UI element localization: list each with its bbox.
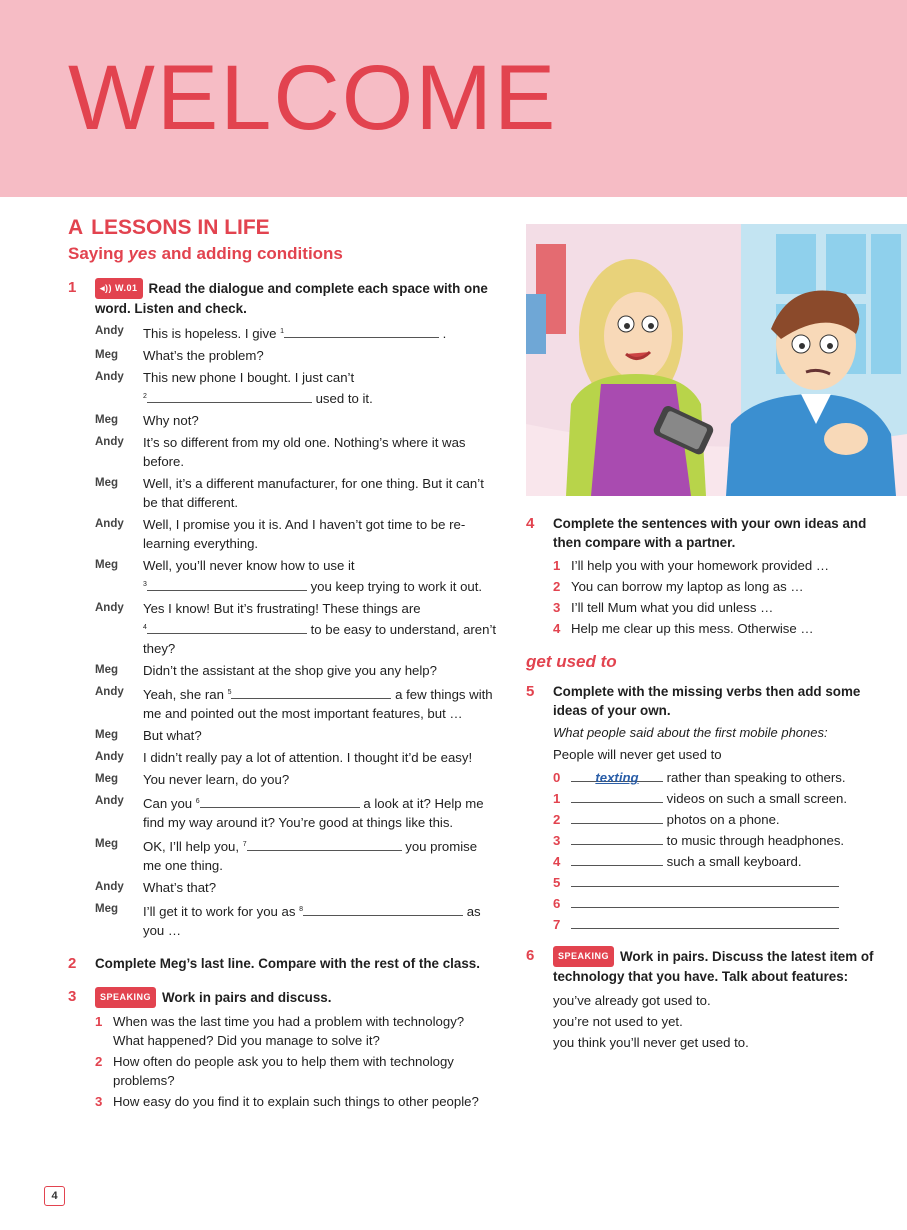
item-number: 3 [95, 1094, 103, 1109]
answer-blank[interactable] [200, 794, 360, 808]
item-text: I’ll tell Mum what you did unless … [571, 600, 774, 615]
exercise-5 [526, 682, 896, 934]
speaker-name: Andy [95, 518, 124, 530]
line-text: This is hopeless. I give [143, 326, 281, 341]
line-text: Well, you’ll never know how to use it [143, 558, 355, 573]
sentence-item [553, 556, 896, 575]
exercise-number: 6 [526, 947, 535, 964]
dialogue-line [95, 900, 498, 940]
fill-item [553, 831, 896, 850]
line-text: Well, I promise you it is. And I haven’t got time to be re-learning everything. [143, 517, 466, 551]
speaker-name: Meg [95, 414, 118, 426]
line-text: Yes I know! But it’s frustrating! These things are [143, 601, 421, 616]
exercise-instruction: Complete the sentences with your own ideas and then compare with a partner. [553, 516, 867, 550]
speaker-name: Andy [95, 751, 124, 763]
question-list [95, 1012, 498, 1111]
section-subtitle [68, 244, 498, 264]
audio-badge[interactable] [95, 278, 143, 299]
dialogue-line [95, 792, 498, 832]
fill-list [553, 768, 896, 934]
speaker-icon: ◂)) [100, 283, 116, 293]
dialogue-text [143, 835, 498, 875]
feature-item: you’ve already got used to. [553, 993, 711, 1008]
line-text: Yeah, she ran [143, 687, 228, 702]
dialogue-line [95, 878, 498, 897]
teens-with-phone-illustration [526, 224, 907, 496]
welcome-banner [0, 0, 907, 197]
line-text-after: you promise me one thing. [143, 839, 478, 873]
answer-blank[interactable] [571, 789, 663, 803]
dialogue [95, 322, 498, 940]
gap-number: 2 [143, 393, 147, 400]
answer-blank[interactable] [571, 852, 663, 866]
item-text: Help me clear up this mess. Otherwise … [571, 621, 814, 636]
answer-blank[interactable] [571, 831, 663, 845]
illustration [526, 224, 907, 496]
speaker-name: Andy [95, 325, 124, 337]
line-text: It’s so different from my old one. Nothing’s where it was before. [143, 435, 466, 469]
line-text: What’s the problem? [143, 348, 264, 363]
instruction-text: Work in pairs and discuss. [162, 990, 332, 1005]
speaking-badge: SPEAKING [95, 987, 156, 1008]
dialogue-text [143, 770, 498, 789]
dialogue-line [95, 770, 498, 789]
page-title: WELCOME [68, 47, 558, 149]
line-text-after: you keep trying to work it out. [306, 579, 483, 594]
speaker-name: Andy [95, 881, 124, 893]
item-number: 4 [553, 854, 561, 869]
dialogue-text [143, 661, 498, 680]
answer-blank[interactable] [571, 873, 839, 887]
line-text: I didn’t really pay a lot of attention. I thought it’d be easy! [143, 750, 473, 765]
speaker-name: Meg [95, 773, 118, 785]
example-answer: texting [595, 770, 639, 785]
gap-number: 6 [195, 798, 200, 805]
question-item [95, 1092, 498, 1111]
item-number: 3 [553, 600, 561, 615]
item-number: 2 [95, 1054, 103, 1069]
item-text: to music through headphones. [663, 833, 845, 848]
speaker-name: Andy [95, 795, 124, 807]
speaker-name: Meg [95, 838, 118, 850]
answer-blank[interactable] [231, 685, 391, 699]
line-text-after: to be easy to understand, aren’t they? [143, 622, 497, 656]
item-number: 5 [553, 875, 561, 890]
line-text: But what? [143, 728, 202, 743]
fill-item [553, 873, 896, 892]
gap-number: 5 [227, 689, 232, 696]
speaker-name: Meg [95, 349, 118, 361]
speaker-name: Meg [95, 903, 118, 915]
item-number: 0 [553, 770, 561, 785]
exercise-number: 2 [68, 955, 77, 972]
answer-blank[interactable] [147, 389, 312, 403]
sentence-item [553, 577, 896, 596]
line-text: OK, I’ll help you, [143, 839, 243, 854]
fill-item [553, 852, 896, 871]
dialogue-line [95, 683, 498, 723]
answer-blank[interactable] [147, 620, 307, 634]
item-number: 6 [553, 896, 561, 911]
feature-list [553, 990, 896, 1053]
section-title [68, 216, 498, 240]
instruction-text: Work in pairs. Discuss the latest item of technology that you have. Talk about features: [553, 949, 874, 984]
subtitle-post: and adding conditions [156, 244, 343, 263]
feature-item: you’re not used to yet. [553, 1014, 683, 1029]
dialogue-line [95, 661, 498, 680]
gap-number: 1 [280, 328, 284, 335]
dialogue-text [143, 474, 498, 512]
feature-item: you think you’ll never get used to. [553, 1035, 749, 1050]
line-text-after: used to it. [311, 391, 373, 406]
item-number: 2 [553, 812, 561, 827]
exercise-instruction [95, 278, 498, 318]
item-text: photos on a phone. [663, 812, 780, 827]
exercise-intro: What people said about the first mobile phones: [553, 725, 828, 740]
speaker-name: Meg [95, 559, 118, 571]
speaker-name: Meg [95, 664, 118, 676]
dialogue-text [143, 322, 498, 343]
speaker-name: Andy [95, 686, 124, 698]
exercise-instruction: Complete Meg’s last line. Compare with the rest of the class. [95, 956, 480, 971]
dialogue-text [143, 556, 498, 596]
line-text-after: as you … [143, 904, 481, 938]
answer-blank[interactable] [571, 768, 663, 785]
item-number: 4 [553, 621, 561, 636]
exercise-4 [526, 514, 896, 638]
line-text: Well, it’s a different manufacturer, for one thing. But it can’t be that different. [143, 476, 484, 510]
dialogue-text [143, 411, 498, 430]
subtitle-pre: Saying [68, 244, 129, 263]
answer-blank[interactable] [303, 902, 463, 916]
exercise-instruction [553, 946, 896, 986]
line-text-after: a few things with me and pointed out the most important features, but … [143, 687, 493, 721]
item-text: How easy do you find it to explain such things to other people? [113, 1094, 479, 1109]
speaker-name: Meg [95, 729, 118, 741]
dialogue-line [95, 515, 498, 553]
dialogue-text [143, 346, 498, 365]
left-column [68, 216, 498, 1113]
dialogue-line [95, 599, 498, 658]
exercise-lead: People will never get used to [553, 747, 722, 762]
speaker-name: Andy [95, 602, 124, 614]
dialogue-text [143, 748, 498, 767]
fill-item [553, 768, 896, 787]
item-text: videos on such a small screen. [663, 791, 847, 806]
line-text: I’ll get it to work for you as [143, 904, 300, 919]
answer-blank[interactable] [147, 577, 307, 591]
exercise-1 [68, 278, 498, 940]
exercise-number: 3 [68, 988, 77, 1005]
line-text: Didn’t the assistant at the shop give you any help? [143, 663, 437, 678]
gap-number: 7 [242, 841, 247, 848]
sentence-item [553, 619, 896, 638]
line-text: What’s that? [143, 880, 217, 895]
item-text: When was the last time you had a problem with technology? What happened? Did you manage to solve it? [113, 1014, 465, 1048]
item-number: 1 [553, 558, 561, 573]
section-letter: A [68, 216, 84, 239]
question-item [95, 1052, 498, 1090]
exercise-3 [68, 987, 498, 1111]
section-title-text: LESSONS IN LIFE [91, 216, 270, 239]
speaker-name: Andy [95, 436, 124, 448]
dialogue-line [95, 411, 498, 430]
answer-blank[interactable] [571, 894, 839, 908]
exercise-number: 5 [526, 683, 535, 700]
page-number: 4 [44, 1186, 65, 1206]
dialogue-line [95, 556, 498, 596]
exercise-instruction: Complete with the missing verbs then add some ideas of your own. [553, 684, 861, 718]
fill-item [553, 915, 896, 934]
fill-item [553, 894, 896, 913]
get-used-to-heading: get used to [526, 652, 617, 671]
dialogue-text [143, 433, 498, 471]
item-text: I’ll help you with your homework provided … [571, 558, 830, 573]
item-text: rather than speaking to others. [663, 770, 846, 785]
sentence-item [553, 598, 896, 617]
dialogue-text [143, 368, 498, 408]
line-text-after: . [438, 326, 447, 341]
right-column [526, 224, 896, 1053]
subtitle-em: yes [128, 244, 157, 263]
dialogue-line [95, 322, 498, 343]
exercise-6 [526, 946, 896, 1053]
item-number: 3 [553, 833, 561, 848]
instruction-text: Read the dialogue and complete each space with one word. Listen and check. [95, 281, 488, 316]
speaking-badge: SPEAKING [553, 946, 614, 967]
dialogue-line [95, 835, 498, 875]
exercise-instruction [95, 987, 498, 1008]
exercise-number: 1 [68, 279, 77, 296]
gap-number: 8 [299, 906, 304, 913]
line-text: Why not? [143, 413, 199, 428]
sentence-list [553, 556, 896, 638]
answer-blank[interactable] [571, 810, 663, 824]
answer-blank[interactable] [284, 324, 439, 338]
gap-number: 3 [143, 581, 147, 588]
fill-item [553, 810, 896, 829]
dialogue-line [95, 748, 498, 767]
fill-item [553, 789, 896, 808]
dialogue-text [143, 792, 498, 832]
speaker-name: Meg [95, 477, 118, 489]
item-number: 7 [553, 917, 561, 932]
speaker-name: Andy [95, 371, 124, 383]
answer-blank[interactable] [571, 915, 839, 929]
exercise-number: 4 [526, 515, 535, 532]
dialogue-text [143, 683, 498, 723]
line-text: You never learn, do you? [143, 772, 290, 787]
gap-number: 4 [143, 624, 147, 631]
exercise-2 [68, 954, 498, 973]
item-text: How often do people ask you to help them with technology problems? [113, 1054, 454, 1088]
line-text: Can you [143, 796, 196, 811]
item-text: such a small keyboard. [663, 854, 802, 869]
dialogue-line [95, 368, 498, 408]
dialogue-text [143, 900, 498, 940]
item-text: You can borrow my laptop as long as … [571, 579, 804, 594]
dialogue-line [95, 346, 498, 365]
item-number: 2 [553, 579, 561, 594]
dialogue-line [95, 433, 498, 471]
item-number: 1 [553, 791, 561, 806]
dialogue-line [95, 474, 498, 512]
line-text: This new phone I bought. I just can’t [143, 370, 355, 385]
item-number: 1 [95, 1014, 103, 1029]
dialogue-text [143, 515, 498, 553]
audio-track-label: W.01 [115, 283, 138, 293]
dialogue-text [143, 726, 498, 745]
dialogue-text [143, 599, 498, 658]
dialogue-text [143, 878, 498, 897]
dialogue-line [95, 726, 498, 745]
line-text-after: a look at it? Help me find my way around it? You’re good at things like this. [143, 796, 484, 830]
question-item [95, 1012, 498, 1050]
answer-blank[interactable] [247, 837, 402, 851]
